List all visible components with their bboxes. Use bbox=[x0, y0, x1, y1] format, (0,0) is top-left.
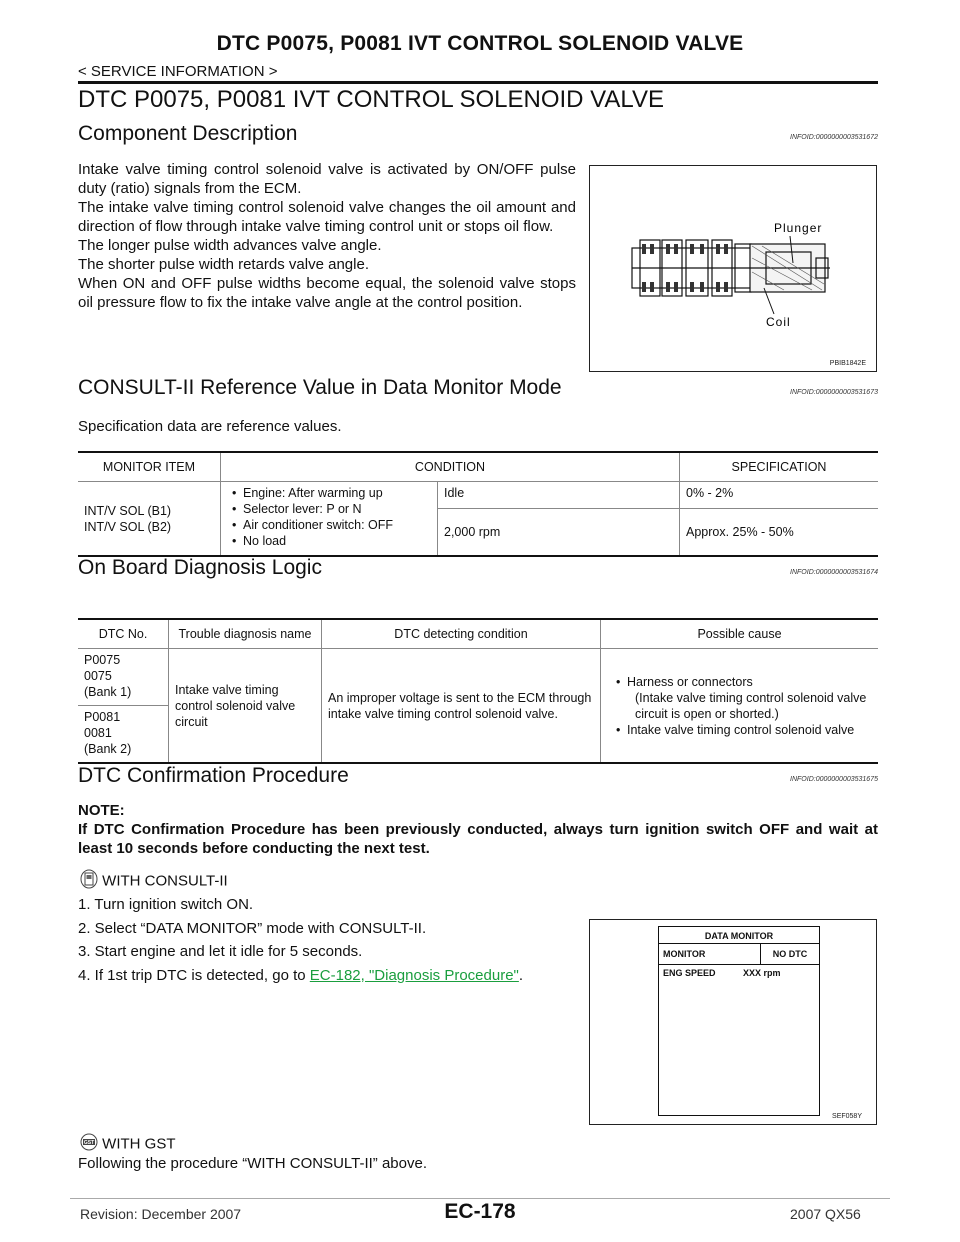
consult-intro: Specification data are reference values. bbox=[78, 418, 342, 435]
solenoid-valve-illustration bbox=[590, 166, 876, 371]
step-item: 2. Select “DATA MONITOR” mode with CONSULT-II. bbox=[78, 919, 427, 937]
with-consult-heading bbox=[80, 869, 228, 894]
dtc-detecting-condition: An improper voltage is sent to the ECM through intake valve timing control solenoid valve. bbox=[322, 649, 601, 763]
component-line: The longer pulse width advances valve angle. bbox=[78, 237, 382, 254]
screen-col-monitor: MONITOR bbox=[663, 949, 706, 959]
model-label: 2007 QX56 bbox=[790, 1206, 861, 1222]
infoid-confirm: INFOID:0000000003531675 bbox=[790, 776, 878, 783]
monitor-item: INT/V SOL (B2) bbox=[84, 519, 172, 534]
component-line: The shorter pulse width retards valve angle. bbox=[78, 256, 369, 273]
col-header: DTC detecting condition bbox=[322, 620, 601, 649]
dtc-number: 0081 bbox=[84, 726, 112, 740]
monitor-item: INT/V SOL (B1) bbox=[84, 503, 172, 518]
consult-tester-icon bbox=[80, 869, 98, 894]
dtc-number: P0075 bbox=[84, 653, 121, 667]
col-header: DTC No. bbox=[98, 627, 148, 641]
dtc-number-cell bbox=[78, 649, 169, 706]
dtc-number-cell bbox=[78, 706, 169, 763]
col-header: Trouble diagnosis name bbox=[169, 620, 322, 649]
condition-list-cell bbox=[221, 482, 438, 556]
footer-rule bbox=[70, 1198, 890, 1199]
plunger-label: Plunger bbox=[774, 221, 823, 235]
figure-code: SEF058Y bbox=[832, 1113, 862, 1120]
screen-row-value: XXX rpm bbox=[743, 968, 781, 978]
infoid-obd: INFOID:0000000003531674 bbox=[790, 569, 878, 576]
gst-icon bbox=[80, 1133, 98, 1156]
confirmation-steps bbox=[78, 895, 578, 985]
svg-text:GST: GST bbox=[83, 1140, 95, 1146]
with-consult-label: WITH CONSULT-II bbox=[102, 872, 228, 890]
col-header: MONITOR ITEM bbox=[102, 460, 196, 474]
col-header: CONDITION bbox=[221, 453, 680, 482]
condition-item: • Selector lever: P or N bbox=[243, 501, 431, 517]
screen-data-row bbox=[659, 965, 819, 978]
gst-instruction: Following the procedure “WITH CONSULT-II” above. bbox=[78, 1155, 428, 1172]
running-header-subtitle: < SERVICE INFORMATION > bbox=[78, 63, 278, 80]
diagnosis-procedure-link[interactable]: EC-182, "Diagnosis Procedure" bbox=[309, 966, 519, 984]
step-item: 3. Start engine and let it idle for 5 seconds. bbox=[78, 943, 363, 960]
revision-date: Revision: December 2007 bbox=[80, 1206, 242, 1222]
consult-reference-table bbox=[78, 451, 878, 557]
condition-cell: Idle bbox=[438, 482, 680, 509]
figure-code: PBIB1842E bbox=[829, 360, 866, 367]
note-label: NOTE: bbox=[78, 802, 125, 819]
monitor-item-cell bbox=[78, 482, 221, 556]
note-block bbox=[78, 801, 878, 858]
with-gst-label: WITH GST bbox=[102, 1135, 176, 1153]
step-item: 4. If 1st trip DTC is detected, go to EC-182, "Diagnosis Procedure". bbox=[78, 966, 524, 984]
data-monitor-figure bbox=[589, 919, 877, 1125]
condition-item: • Air conditioner switch: OFF bbox=[243, 517, 431, 533]
spec-cell: Approx. 25% - 50% bbox=[680, 509, 879, 556]
possible-cause-cell bbox=[601, 649, 879, 763]
possible-cause: • Harness or connectors (Intake valve timing control solenoid valve circuit is open or shorted.) bbox=[627, 674, 872, 722]
dtc-number: 0075 bbox=[84, 669, 112, 683]
spec-cell: 0% - 2% bbox=[680, 482, 879, 509]
heading-component-description: Component Description bbox=[78, 122, 298, 145]
page-number: EC-178 bbox=[444, 1200, 516, 1223]
component-line: When ON and OFF pulse widths become equal, the solenoid valve stops oil pressure flow to fix the intake valve angle at the control position. bbox=[78, 275, 576, 311]
obd-logic-table bbox=[78, 618, 878, 764]
infoid-consult: INFOID:0000000003531673 bbox=[790, 389, 878, 396]
page-title: DTC P0075, P0081 IVT CONTROL SOLENOID VALVE bbox=[78, 86, 664, 113]
heading-consult-reference: CONSULT-II Reference Value in Data Monitor Mode bbox=[78, 376, 562, 399]
possible-cause-detail: (Intake valve timing control solenoid valve circuit is open or shorted.) bbox=[635, 690, 867, 721]
dtc-bank: (Bank 1) bbox=[84, 685, 132, 699]
heading-obd-logic: On Board Diagnosis Logic bbox=[78, 556, 322, 579]
col-header: Possible cause bbox=[601, 620, 879, 649]
component-description-text bbox=[78, 160, 576, 312]
running-header-title: DTC P0075, P0081 IVT CONTROL SOLENOID VALVE bbox=[216, 32, 744, 55]
screen-row-label: ENG SPEED bbox=[663, 968, 716, 978]
with-gst-heading bbox=[80, 1133, 176, 1156]
solenoid-valve-figure bbox=[589, 165, 877, 372]
step-item: 1. Turn ignition switch ON. bbox=[78, 896, 254, 913]
possible-cause: • Intake valve timing control solenoid valve bbox=[627, 722, 872, 738]
trouble-diagnosis-name: Intake valve timing control solenoid valve circuit bbox=[169, 649, 322, 763]
note-text: If DTC Confirmation Procedure has been previously conducted, always turn ignition switch OFF and wait at least 10 seconds before conducting the next test. bbox=[78, 821, 878, 857]
col-header: SPECIFICATION bbox=[680, 453, 879, 482]
dtc-number: P0081 bbox=[84, 710, 121, 724]
component-line: The intake valve timing control solenoid valve changes the oil amount and direction of flow through intake valve timing control unit or stops oil flow. bbox=[78, 199, 576, 235]
dtc-bank: (Bank 2) bbox=[84, 742, 132, 756]
coil-label: Coil bbox=[766, 315, 791, 329]
heading-dtc-confirmation: DTC Confirmation Procedure bbox=[78, 764, 349, 787]
screen-header-row bbox=[659, 944, 819, 965]
screen-title: DATA MONITOR bbox=[659, 927, 819, 944]
condition-item: • No load bbox=[243, 533, 431, 549]
screen-col-no-dtc: NO DTC bbox=[760, 944, 819, 964]
infoid-component: INFOID:0000000003531672 bbox=[790, 134, 878, 141]
condition-cell: 2,000 rpm bbox=[438, 509, 680, 556]
data-monitor-screen bbox=[658, 926, 820, 1116]
component-line: Intake valve timing control solenoid valve is activated by ON/OFF pulse duty (ratio) signals from the ECM. bbox=[78, 161, 576, 197]
condition-item: • Engine: After warming up bbox=[243, 485, 431, 501]
header-rule bbox=[78, 81, 878, 84]
